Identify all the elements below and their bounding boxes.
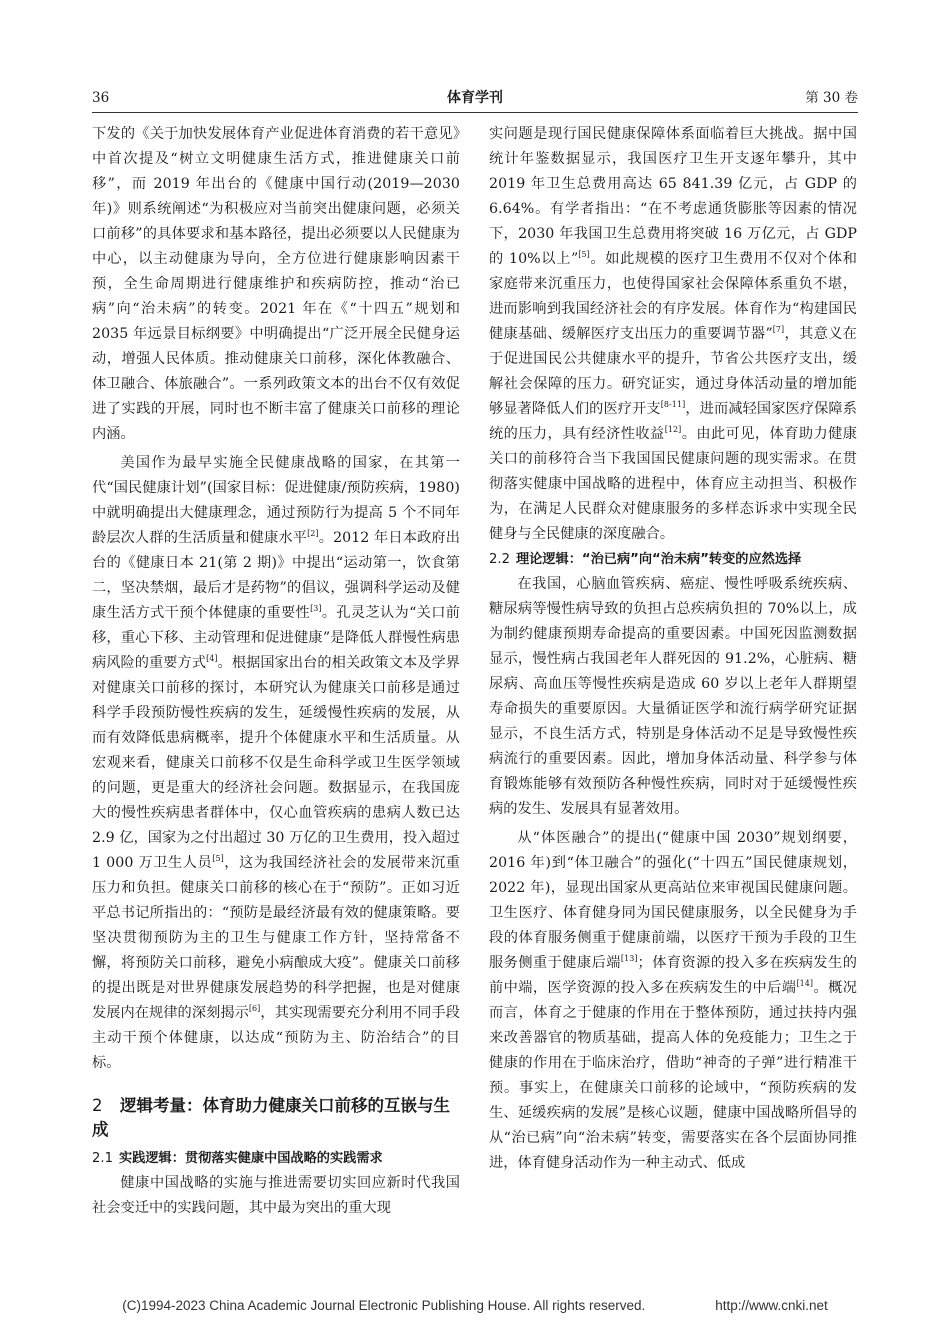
footer <box>0 1298 950 1313</box>
paragraph: 从“体医融合”的提出(“健康中国 2030”规划纲要，2016 年)到“体卫融合”的强化(“十四五”国民健康规划，2022 年)，显现出国家从更高站位来审视国民健康问题。卫生医疗、体育健身同为国民健康服务，以全民健身为手段的体育服务侧重于健康前端，以医疗干预为手段的卫生服务侧重于健康后端[13]；体育资源的投入多在疾病发生的前中端，医学资源的投入多在疾病发生的中后端[14]。概况而言，体育之于健康的作用在于整体预防，通过扶持内强来改善器官的物质基础，提高人体的免疫能力；卫生之于健康的作用在于临床治疗，借助“神奇的子弹”进行精准干预。事实上，在健康关口前移的论域中，“预防疾病的发生、延缓疾病的发展”是核心议题，健康中国战略所倡导的从“治已病”向“治未病”转变，需要落实在各个层面协同推进，体育健身活动作为一种主动式、低成 <box>489 830 857 1171</box>
citation-marker: [12] <box>664 425 682 434</box>
subsection-number: 2.2 <box>489 552 510 567</box>
header-rule <box>92 112 858 113</box>
citation-marker: [14] <box>796 979 814 988</box>
section-heading <box>92 1094 460 1142</box>
footer-url[interactable]: http://www.cnki.net <box>715 1298 828 1313</box>
citation-marker: [5] <box>212 854 224 863</box>
citation-marker: [6] <box>248 1004 261 1013</box>
subsection-title: 实践逻辑：贯彻落实健康中国战略的实践需求 <box>118 1151 383 1166</box>
copyright-notice: (C)1994-2023 China Academic Journal Electronic Publishing House. All rights reserved. <box>122 1298 646 1313</box>
paragraph: 实问题是现行国民健康保障体系面临着巨大挑战。据中国统计年鉴数据显示，我国医疗卫生开支逐年攀升，其中 2019 年卫生总费用高达 65 841.39 亿元，占 GDP 的 6.64%。有学者指出：“在不考虑通货膨胀等因素的情况下，2030 年我国卫生总费用将突破 16 万亿元，占 GDP 的 10%以上”[5]。如此规模的医疗卫生费用不仅对个体和家庭带来沉重压力，也使得国家社会保障体系重负不堪，进而影响到我国经济社会的有序发展。体育作为“构建国民健康基础、缓解医疗支出压力的重要调节器”[7]，其意义在于促进国民公共健康水平的提升，节省公共医疗支出，缓解社会保障的压力。研究证实，通过身体活动量的增加能够显著降低人们的医疗开支[8-11]，进而减轻国家医疗保障系统的压力，具有经济性收益[12]。由此可见，体育助力健康关口的前移符合当下我国国民健康问题的现实需求。在贯彻落实健康中国战略的进程中，体育应主动担当、积极作为，在满足人民群众对健康服务的多样态诉求中实现全民健身与全民健康的深度融合。 <box>489 126 857 542</box>
citation-marker: [5] <box>578 250 590 259</box>
paragraph: 健康中国战略的实施与推进需要切实回应新时代我国社会变迁中的实践问题，其中最为突出的重大现 <box>92 1175 460 1216</box>
subsection-number: 2.1 <box>92 1151 113 1166</box>
citation-marker: [3] <box>310 604 322 613</box>
citation-marker: [8-11] <box>660 400 686 409</box>
volume-label: 第 30 卷 <box>805 90 858 106</box>
right-column <box>489 122 857 1176</box>
paragraph: 下发的《关于加快发展体育产业促进体育消费的若干意见》中首次提及“树立文明健康生活方式，推进健康关口前移”，而 2019 年出台的《健康中国行动(2019—2030 年)》则系统阐述“为积极应对当前突出健康问题，必须关口前移”的具体要求和基本路径，提出必须要以人民健康为中心，以主动健康为导向，全方位进行健康影响因素干预，全生命周期进行健康维护和疾病防控，推动“治已病”向“治未病”的转变。2021 年在《“十四五”规划和 2035 年远景目标纲要》中明确提出“广泛开展全民健身运动，增强人民体质。推动健康关口前移，深化体教融合、体卫融合、体旅融合”。一系列政策文本的出台不仅有效促进了实践的开展，同时也不断丰富了健康关口前移的理论内涵。 <box>92 126 460 442</box>
citation-marker: [4] <box>206 654 218 663</box>
citation-marker: [7] <box>772 325 785 334</box>
paragraph: 美国作为最早实施全民健康战略的国家，在其第一代“国民健康计划”(国家目标：促进健康/预防疾病，1980)中就明确提出大健康理念，通过预防行为提高 5 个不同年龄层次人群的生活质量和健康水平[2]。2012 年日本政府出台的《健康日本 21(第 2 期)》中提出“运动第一，饮食第二，坚决禁烟，最后才是药物”的倡议，强调科学运动及健康生活方式干预个体健康的重要性[3]。孔灵芝认为“关口前移，重心下移、主动管理和促进健康”是降低人群慢性病患病风险的重要方式[4]。根据国家出台的相关政策文本及学界对健康关口前移的探讨，本研究认为健康关口前移是通过科学手段预防慢性疾病的发生，延缓慢性疾病的发展，从而有效降低患病概率，提升个体健康水平和生活质量。从宏观来看，健康关口前移不仅是生命科学或卫生医学领域的问题，更是重大的经济社会问题。数据显示，在我国庞大的慢性疾病患者群体中，仅心血管疾病的患病人数已达 2.9 亿，国家为之付出超过 30 万亿的卫生费用，投入超过 1 000 万卫生人员[5]，这为我国经济社会的发展带来沉重压力和负担。健康关口前移的核心在于“预防”。正如习近平总书记所指出的：“预防是最经济最有效的健康策略。要坚决贯彻预防为主的卫生与健康工作方针，坚持常备不懈，将预防关口前移，避免小病酿成大疫”。健康关口前移的提出既是对世界健康发展趋势的科学把握，也是对健康发展内在规律的深刻揭示[6]，其实现需要充分利用不同手段主动干预个体健康，以达成“预防为主、防治结合”的目标。 <box>92 455 461 1071</box>
left-column <box>92 122 460 1221</box>
journal-title: 体育学刊 <box>447 90 503 106</box>
page-number: 36 <box>92 90 110 106</box>
citation-marker: [2] <box>307 529 319 538</box>
section-title: 逻辑考量：体育助力健康关口前移的互嵌与生成 <box>92 1096 450 1139</box>
subsection-title: 理论逻辑：“治已病”向“治未病”转变的应然选择 <box>515 552 802 567</box>
subsection-heading <box>489 547 857 572</box>
subsection-heading <box>92 1146 460 1171</box>
paragraph: 在我国，心脑血管疾病、癌症、慢性呼吸系统疾病、糖尿病等慢性病导致的负担占总疾病负担的 70%以上，成为制约健康预期寿命提高的重要因素。中国死因监测数据显示，慢性病占我国老年人群死因的 91.2%，心脏病、糖尿病、高血压等慢性疾病是造成 60 岁以上老年人群期望寿命损失的重要原因。大量循证医学和流行病学研究证据显示，不良生活方式，特别是身体活动不足是导致慢性疾病流行的重要因素。因此，增加身体活动量、科学参与体育锻炼能够有效预防各种慢性疾病，同时对于延缓慢性疾病的发生、发展具有显著效用。 <box>489 576 857 817</box>
citation-marker: [13] <box>620 954 638 963</box>
section-number: 2 <box>92 1096 103 1115</box>
